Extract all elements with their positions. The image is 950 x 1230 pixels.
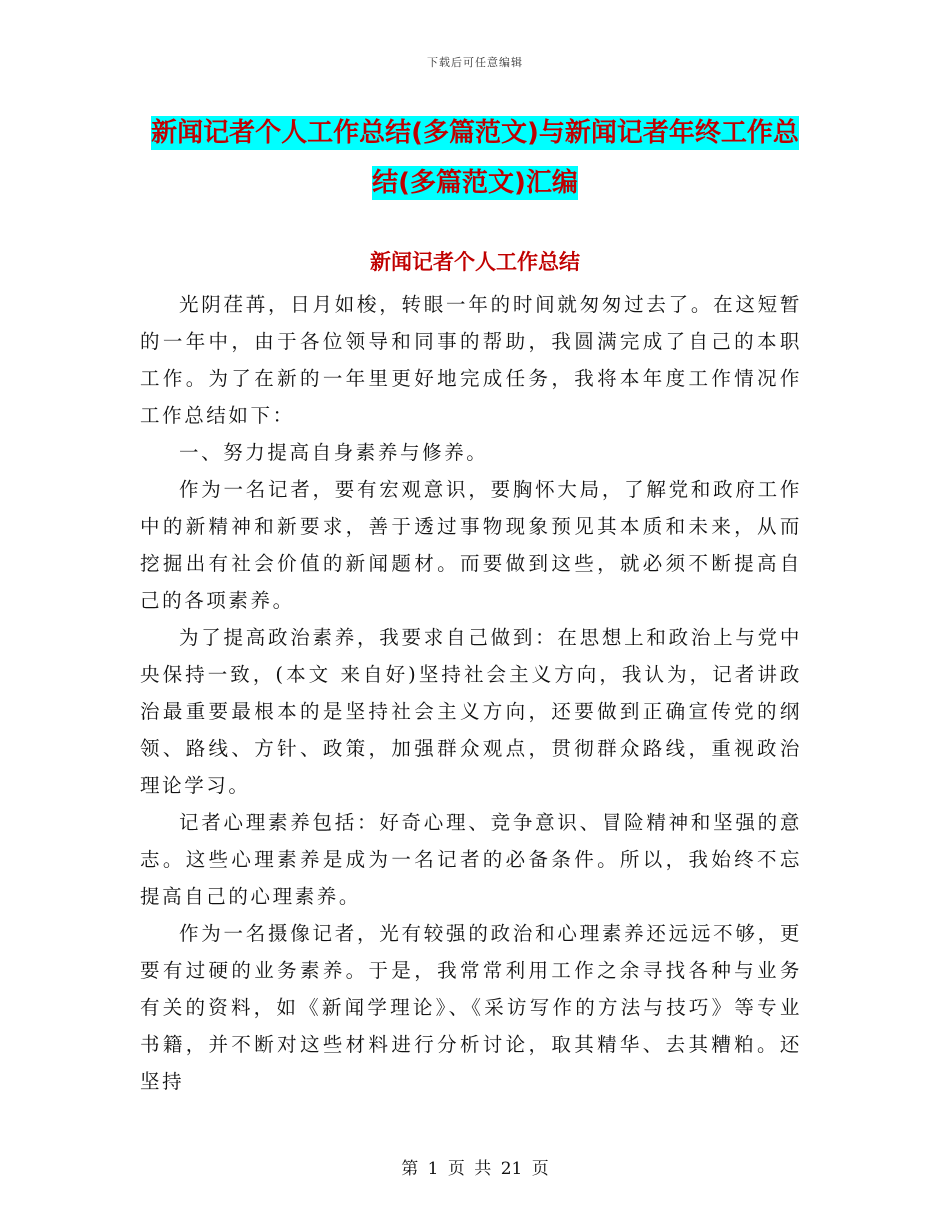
document-title <box>140 108 810 208</box>
paragraph: 为了提高政治素养，我要求自己做到：在思想上和政治上与党中央保持一致，(本文 来自好)坚持社会主义方向，我认为，记者讲政治最重要最根本的是坚持社会主义方向，还要做到正确宣传党的纲领、路线、方针、政策，加强群众观点，贯彻群众路线，重视政治理论学习。 <box>140 626 802 797</box>
paragraph: 作为一名摄像记者，光有较强的政治和心理素养还远远不够，更要有过硬的业务素养。于是，我常常利用工作之余寻找各种与业务有关的资料，如《新闻学理论》、《采访写作的方法与技巧》等专业书籍，并不断对这些材料进行分析讨论，取其精华、去其糟粕。还坚持 <box>140 922 802 1093</box>
paragraph: 一、努力提高自身素养与修养。 <box>179 441 489 464</box>
paragraph: 作为一名记者，要有宏观意识，要胸怀大局，了解党和政府工作中的新精神和新要求，善于透过事物现象预见其本质和未来，从而挖掘出有社会价值的新闻题材。而要做到这些，就必须不断提高自己的各项素养。 <box>140 478 802 612</box>
document-body <box>140 286 802 1100</box>
paragraph: 记者心理素养包括：好奇心理、竞争意识、冒险精神和坚强的意志。这些心理素养是成为一名记者的必备条件。所以，我始终不忘提高自己的心理素养。 <box>140 811 802 908</box>
page-indicator: 第 1 页 共 21 页 <box>401 1159 549 1179</box>
page-header <box>0 54 950 70</box>
section-title: 新闻记者个人工作总结 <box>370 250 580 274</box>
document-title-text: 新闻记者个人工作总结(多篇范文)与新闻记者年终工作总结(多篇范文)汇编 <box>151 118 799 198</box>
paragraph: 光阴荏苒，日月如梭，转眼一年的时间就匆匆过去了。在这短暂的一年中，由于各位领导和同事的帮助，我圆满完成了自己的本职工作。为了在新的一年里更好地完成任务，我将本年度工作情况作工作总结如下： <box>140 293 802 427</box>
header-note: 下载后可任意编辑 <box>427 56 523 69</box>
page-footer <box>0 1154 950 1179</box>
